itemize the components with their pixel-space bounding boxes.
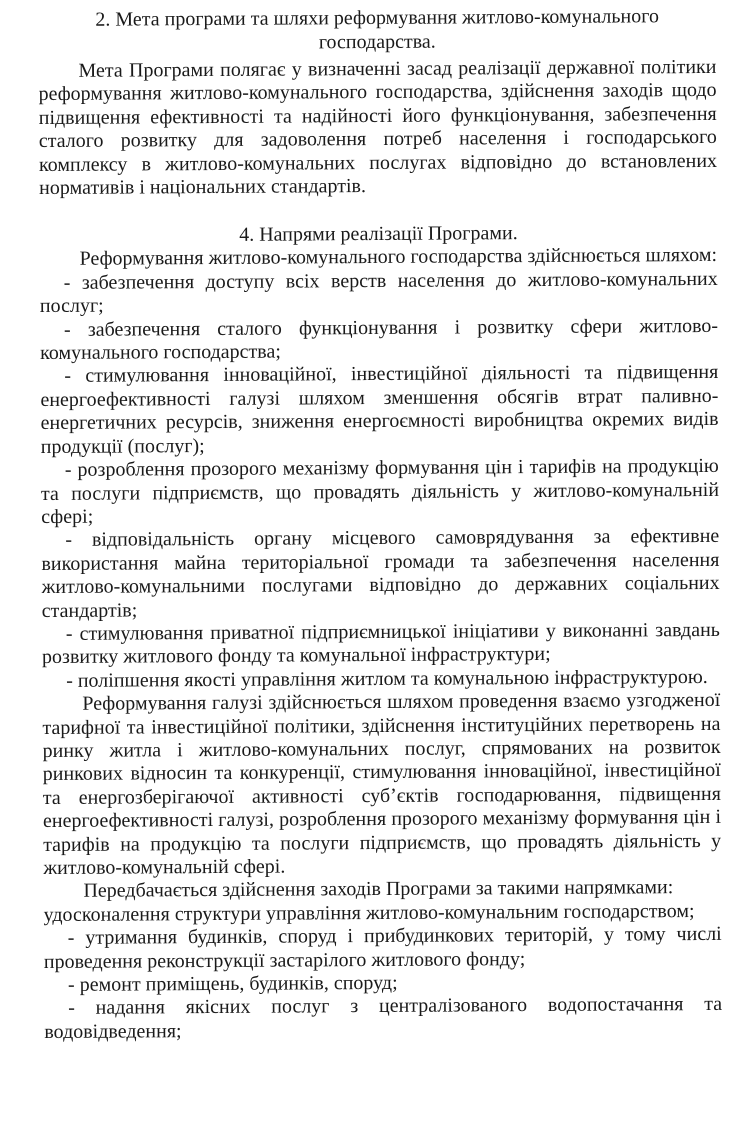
list-item-management-quality: - поліпшення якості управління житлом та комунальною інфраструктурою.	[66, 665, 708, 692]
section-4-intro: Реформування житлово-комунального господарства здійснюється шляхом:	[79, 244, 718, 271]
direction-item-water-services: - надання якісних послуг з централізованого водопостачання та водовідведення;	[44, 993, 723, 1043]
section-2-paragraph: Мета Програми полягає у визначенні засад реалізації державної політики реформування житлово-комунального господарства, здійснення заходів щодо підвищення ефективності та надійності його функціонування, забезпечення сталого розвитку для задоволення потреб населення і господарського комплексу в житлово-комунальних послугах відповідно до встановлених нормативів і національних стандартів.	[38, 55, 718, 200]
list-item-local-government-responsibility: - відповідальність органу місцевого самоврядування за ефективне використання майна територіальної громади та забезпечення населення житлово-комунальними послугами відповідно до державних соціальних стандартів;	[41, 525, 720, 622]
section-2-title-line1: 2. Мета програми та шляхи реформування житлово-комунального	[95, 5, 659, 31]
list-item-pricing-mechanism: - розроблення прозорого механізму формування цін і тарифів на продукцію та послуги підприємств, що провадять діяльність у житлово-комунальній сфері;	[40, 455, 720, 528]
list-item-access: - забезпечення доступу всіх верств населення до житлово-комунальних послуг;	[39, 267, 718, 318]
section-2-title	[38, 4, 716, 56]
directions-line: удосконалення структури управління житлово-комунальним господарством;	[43, 899, 695, 926]
list-item-innovation-stimulation: - стимулювання інноваційної, інвестиційної діяльності та підвищення енергоефективності галузі шляхом зменшення обсягів втрат паливно-енергетичних ресурсів, зниження енергоємності виробництва окремих видів продукції (послуг);	[40, 361, 719, 458]
directions-intro: Передбачається здійснення заходів Програми за такими напрямками:	[83, 876, 674, 903]
section-4-paragraph-2: Реформування галузі здійснюється шляхом проведення взаємо узгодженої тарифної та інвестиційної політики, здійснення інституційних перетворень на ринку житла і житлово-комунальних послуг, спрямованих на розвиток ринкових відносин та конкуренції, стимулювання інноваційної, інвестиційної та енергозберігаючої активності суб’єктів господарювання, підвищення енергоефективності галузі, розроблення прозорого механізму формування цін і тарифів на продукцію та послуги підприємств, що провадять діяльність у житлово-комунальній сфері.	[42, 689, 722, 880]
section-4-title: 4. Напрями реалізації Програми.	[239, 222, 518, 247]
list-item-private-initiative: - стимулювання приватної підприємницької ініціативи у виконанні завдань розвитку житлового фонду та комунальної інфраструктури;	[41, 618, 720, 669]
list-item-sustainable-functioning: - забезпечення сталого функціонування і розвитку сфери житлово-комунального господарства;	[40, 314, 719, 365]
direction-item-maintenance: - утримання будинків, споруд і прибудинкових територій, у тому числі проведення реконструкції застарілого житлового фонду;	[43, 923, 722, 973]
direction-item-repair: - ремонт приміщень, будинків, споруд;	[67, 971, 398, 996]
section-2-title-line2: господарства.	[318, 30, 436, 54]
